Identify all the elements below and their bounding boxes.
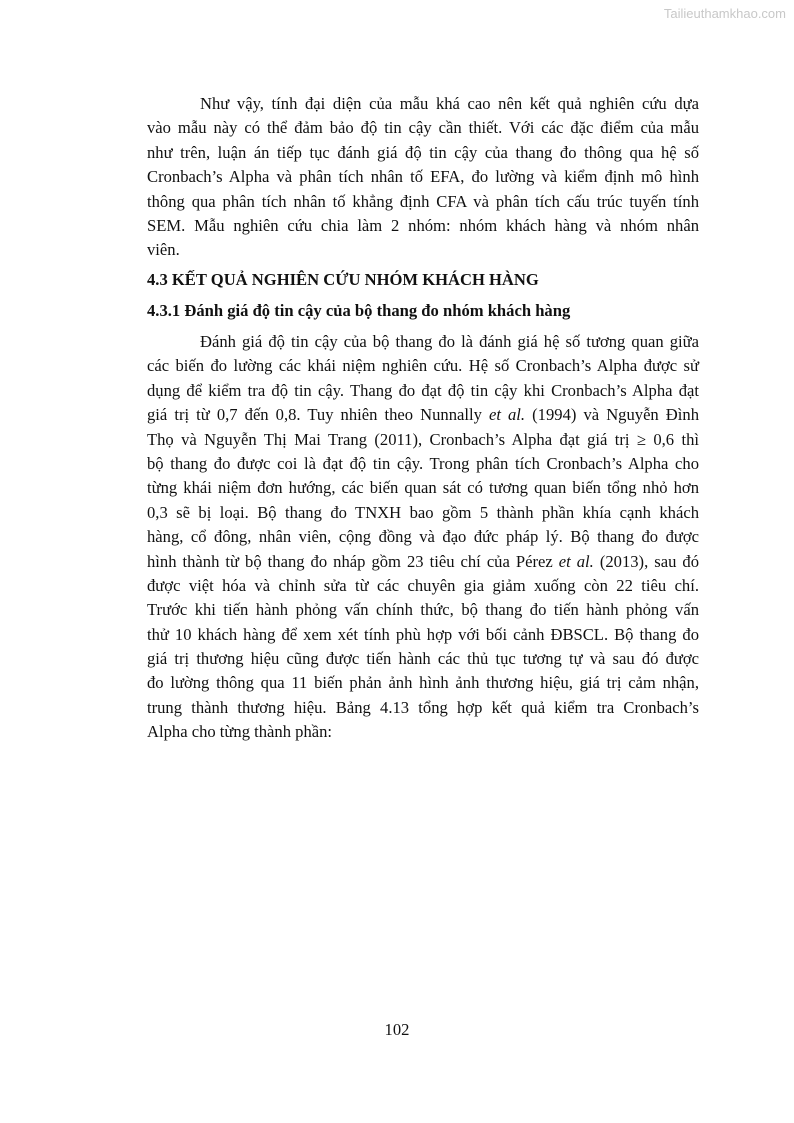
text-line [147,214,699,238]
text-line [147,452,699,476]
text-segment: hàng, cổ đông, nhân viên, cộng đồng và đạo đức pháp lý. Bộ thang đo được [147,527,699,547]
watermark: Tailieuthamkhao.com [663,6,786,21]
text-line [147,671,699,695]
paragraph-reliability [147,330,699,745]
text-segment: đo lường thông qua 11 biến phản ảnh hình ảnh thương hiệu, giá trị cảm nhận, [147,673,699,693]
text-line [147,501,699,525]
paragraph-intro [147,92,699,263]
text-segment: Trước khi tiến hành phỏng vấn chính thức, bộ thang đo tiến hành phỏng vấn [147,600,699,620]
text-segment: Alpha cho từng thành phần: [147,722,333,742]
text-line [147,92,699,116]
text-segment: 0,3 sẽ bị loại. Bộ thang đo TNXH bao gồm 5 thành phần khía cạnh khách [147,502,699,522]
text-segment: hình thành từ bộ thang đo nháp gồm 23 tiêu chí của Pérez [147,551,559,571]
text-line [147,623,699,647]
text-line [147,550,699,574]
text-segment: các biến đo lường các khái niệm nghiên cứu. Hệ số Cronbach’s Alpha được sử [147,356,699,376]
text-line [147,379,699,403]
text-segment: thử 10 khách hàng để xem xét tính phù hợp với bối cảnh ĐBSCL. Bộ thang đo [147,624,699,644]
text-segment: như trên, luận án tiếp tục đánh giá độ tin cậy của thang đo thông qua hệ số [147,142,699,162]
text-segment: được việt hóa và chỉnh sửa từ các chuyên gia giảm xuống còn 22 tiêu chí. [147,575,699,595]
text-segment: Cronbach’s Alpha và phân tích nhân tố EFA, đo lường và kiểm định mô hình [147,167,699,187]
text-line [147,647,699,671]
text-line [147,574,699,598]
italic-text: et al. [558,551,594,571]
text-line [147,238,699,262]
text-line [147,165,699,189]
text-segment: thông qua phân tích nhân tố khẳng định CFA và phân tích cấu trúc tuyến tính [147,191,699,211]
text-segment: bộ thang đo được coi là đạt độ tin cậy. Trong phân tích Cronbach’s Alpha cho [147,453,699,473]
text-line [147,116,699,140]
text-line [147,190,699,214]
text-segment: (1994) và Nguyễn Đình [525,405,699,425]
text-segment: SEM. Mẫu nghiên cứu chia làm 2 nhóm: nhóm khách hàng và nhóm nhân [147,215,699,235]
text-segment: từng khái niệm đơn hướng, các biến quan sát có tương quan biến tổng nhỏ hơn [147,478,699,498]
text-line [147,141,699,165]
section-heading: 4.3 KẾT QUẢ NGHIÊN CỨU NHÓM KHÁCH HÀNG [147,270,539,289]
page-number: 102 [384,1020,410,1039]
text-segment: Như vậy, tính đại diện của mẫu khá cao nên kết quả nghiên cứu dựa [200,94,699,113]
text-line [147,720,699,744]
text-segment: viên. [147,240,180,260]
text-line [147,428,699,452]
text-line [147,598,699,622]
subsection-heading: 4.3.1 Đánh giá độ tin cậy của bộ thang đo nhóm khách hàng [147,301,571,320]
italic-text: et al. [488,405,526,425]
text-segment: Thọ và Nguyễn Thị Mai Trang (2011), Cronbach’s Alpha đạt giá trị ≥ 0,6 thì [147,429,699,449]
text-line [147,403,699,427]
text-line [147,525,699,549]
text-line [147,476,699,500]
text-segment: Đánh giá độ tin cậy của bộ thang đo là đánh giá hệ số tương quan giữa [200,332,699,351]
text-segment: trung thành thương hiệu. Bảng 4.13 tổng hợp kết quả kiểm tra Cronbach’s [147,697,699,717]
text-line [147,696,699,720]
text-segment: giá trị thương hiệu cũng được tiến hành các thủ tục tương tự và sau đó được [147,649,699,669]
text-segment: (2013), sau đó [593,551,699,571]
text-line [147,354,699,378]
text-segment: giá trị từ 0,7 đến 0,8. Tuy nhiên theo Nunnally [147,405,489,425]
text-line [147,330,699,354]
text-segment: dụng để kiểm tra độ tin cậy. Thang đo đạt độ tin cậy khi Cronbach’s Alpha đạt [147,380,699,400]
text-segment: vào mẫu này có thể đảm bảo độ tin cậy cần thiết. Với các đặc điểm của mẫu [147,118,699,138]
